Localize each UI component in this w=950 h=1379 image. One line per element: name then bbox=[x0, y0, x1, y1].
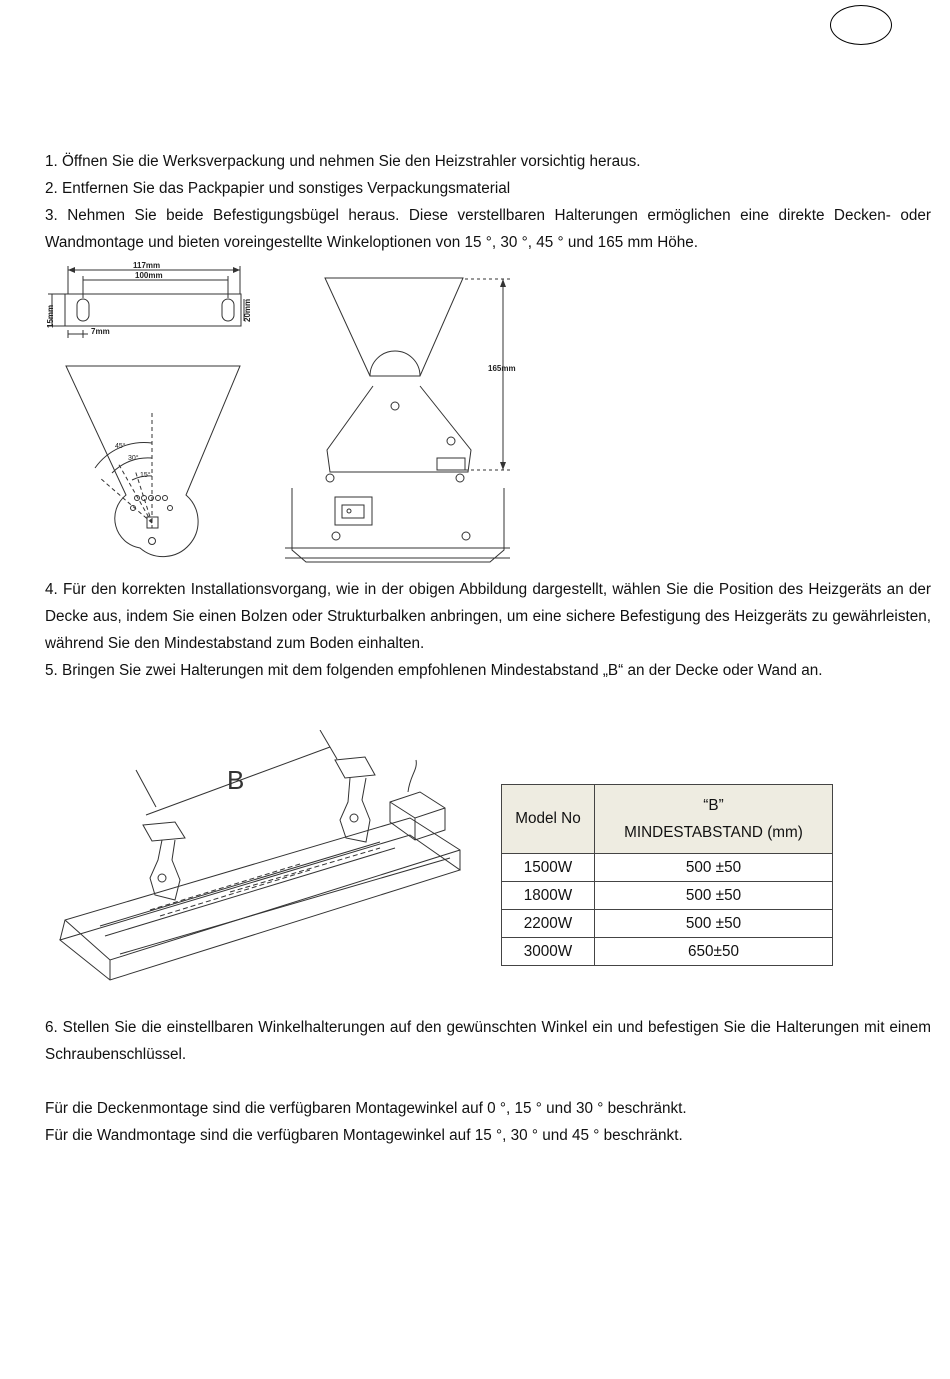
header-mindestabstand: MINDESTABSTAND (mm) bbox=[624, 824, 803, 841]
distance-cell: 500 ±50 bbox=[595, 882, 833, 910]
model-cell: 3000W bbox=[502, 938, 595, 966]
page-number-badge bbox=[830, 5, 892, 45]
distance-cell: 650±50 bbox=[595, 938, 833, 966]
step-1-text: 1. Öffnen Sie die Werksverpackung und nehmen Sie den Heizstrahler vorsichtig heraus. bbox=[45, 153, 641, 170]
distance-cell: 500 ±50 bbox=[595, 854, 833, 882]
model-cell: 1500W bbox=[502, 854, 595, 882]
angle-15-label: 15° bbox=[140, 472, 151, 479]
step-2-text: 2. Entfernen Sie das Packpapier und sonstiges Verpackungsmaterial bbox=[45, 180, 511, 197]
dim-100mm-label: 100mm bbox=[135, 271, 163, 280]
model-cell: 2200W bbox=[502, 910, 595, 938]
table-row bbox=[502, 854, 833, 882]
bracket-technical-drawing bbox=[40, 258, 540, 578]
distance-b-label: B bbox=[227, 765, 245, 795]
dim-20mm-label: 20mm bbox=[243, 298, 252, 322]
step-4-text: 4. Für den korrekten Installationsvorgang, wie in der obigen Abbildung dargestellt, wählen Sie die Position des Heizgeräts an der Decke aus, indem Sie einen Bolzen oder Strukturbalken anbringen, um eine sichere Befestigung des Heizgeräts zu gewährleisten, während Sie den Mindestabstand zum Boden einhalten. bbox=[45, 581, 931, 652]
minimum-distance-table bbox=[501, 784, 833, 966]
header-model-no: Model No bbox=[502, 785, 595, 854]
step-5-text: 5. Bringen Sie zwei Halterungen mit dem folgenden empfohlenen Mindestabstand „B“ an der Decke oder Wand an. bbox=[45, 662, 823, 679]
ceiling-mount-note: Für die Deckenmontage sind die verfügbaren Montagewinkel auf 0 °, 15 ° und 30 ° beschränkt. bbox=[45, 1100, 687, 1117]
table-header-row bbox=[502, 785, 833, 854]
step-3-text: 3. Nehmen Sie beide Befestigungsbügel heraus. Diese verstellbaren Halterungen ermöglichen eine direkte Decken- oder Wandmontage und bieten voreingestellte Winkeloptionen von 15 °, 30 °, 45 ° und 165 mm Höhe. bbox=[45, 207, 931, 251]
dim-165mm-label: 165mm bbox=[488, 364, 516, 373]
model-cell: 1800W bbox=[502, 882, 595, 910]
distance-cell: 500 ±50 bbox=[595, 910, 833, 938]
table-row bbox=[502, 938, 833, 966]
step-6-text: 6. Stellen Sie die einstellbaren Winkelhalterungen auf den gewünschten Winkel ein und befestigen Sie die Halterungen mit einem Schraubenschlüssel. bbox=[45, 1019, 931, 1063]
header-min-distance bbox=[595, 785, 833, 854]
table-row bbox=[502, 882, 833, 910]
dim-117mm-label: 117mm bbox=[133, 261, 161, 270]
angle-45-label: 45° bbox=[115, 443, 126, 450]
heater-spacing-drawing bbox=[50, 730, 470, 990]
wall-mount-note: Für die Wandmontage sind die verfügbaren Montagewinkel auf 15 °, 30 ° und 45 ° beschränkt. bbox=[45, 1127, 683, 1144]
dim-15mm-label: 15mm bbox=[46, 304, 55, 328]
angle-30-label: 30° bbox=[128, 455, 139, 462]
header-b-quote: “B” bbox=[703, 797, 724, 814]
table-row bbox=[502, 910, 833, 938]
dim-7mm-label: 7mm bbox=[91, 327, 110, 336]
